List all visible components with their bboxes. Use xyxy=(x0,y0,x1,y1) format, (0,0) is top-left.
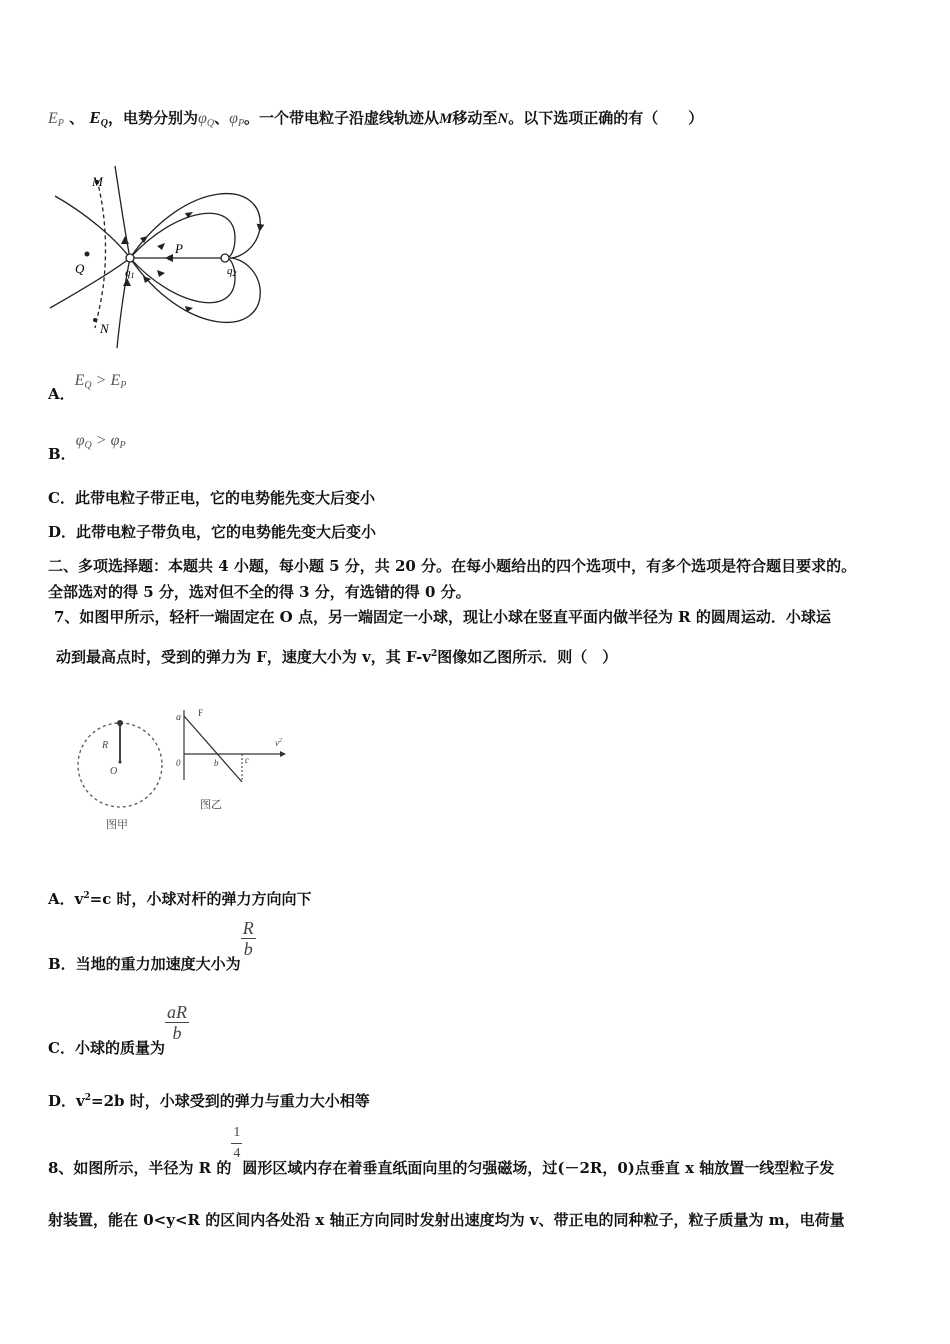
q6-stem: $E_P$ 、 $E_Q$，电势分别为$\varphi_Q$、$\varphi_P$。一个带电粒子沿虚线轨迹从M移动至N。以下选项正确的有（ ） xyxy=(48,108,704,129)
label-m: M xyxy=(92,174,103,189)
svg-text:图甲: 图甲 xyxy=(106,819,128,831)
q1-charge xyxy=(126,254,134,262)
svg-text:O: O xyxy=(110,766,118,777)
svg-text:a: a xyxy=(176,712,181,723)
q6-option-d[interactable]: D．此带电粒子带负电，它的电势能先变大后变小 xyxy=(48,523,377,541)
svg-text:F: F xyxy=(198,708,204,718)
ar-over-b-fraction: $\frac{aR}{b}$ xyxy=(166,1002,187,1043)
label-q2: q2 xyxy=(227,265,237,278)
q7-option-c[interactable]: C．小球的质量为 $\frac{aR}{b}$ xyxy=(48,1002,187,1057)
point-n xyxy=(93,318,97,322)
ball xyxy=(117,720,123,726)
ep-symbol: $E_P$ xyxy=(48,110,64,129)
r-over-b-fraction: $\frac{R}{b}$ xyxy=(242,918,254,959)
svg-text:0: 0 xyxy=(176,758,181,768)
quarter-fraction: $\frac{1}{4}$ xyxy=(233,1125,241,1161)
figure-jia xyxy=(72,710,182,840)
phip-symbol: $\varphi_P$ xyxy=(229,110,245,129)
phiq-symbol: $\varphi_Q$ xyxy=(197,110,215,129)
label-p: P xyxy=(175,241,183,256)
section2-line2: 全部选对的得 5 分，选对但不全的得 3 分，有选错的得 0 分。 xyxy=(48,583,471,601)
q8-stem-line2: 射装置，能在 0<y<R 的区间内各处沿 x 轴正方向同时发射出速度均为 v、带正电的同种粒子，粒子质量为 m，电荷量 xyxy=(48,1211,845,1229)
svg-text:v2: $v^2$ xyxy=(275,738,282,748)
field-lines-figure xyxy=(45,158,285,358)
label-q: Q xyxy=(75,261,85,276)
svg-text:图乙: 图乙 xyxy=(200,799,222,811)
label-n: N xyxy=(100,321,109,336)
q8-stem-line1: 8、如图所示，半径为 R 的 $\frac{1}{4}$ 圆形区域内存在着垂直纸面向里的匀强磁场，过(－2R，0)点垂直 x 轴放置一线型粒子发 xyxy=(48,1125,835,1177)
svg-text:R: R xyxy=(102,740,109,751)
q7-stem-line2: 动到最高点时，受到的弹力为 F，速度大小为 v，其 $F-v^2$图像如乙图所示．则（ ） xyxy=(56,648,618,666)
q6-option-c[interactable]: C．此带电粒子带正电，它的电势能先变大后变小 xyxy=(48,489,375,507)
q7-option-b[interactable]: B．当地的重力加速度大小为 $\frac{R}{b}$ xyxy=(48,918,254,973)
section2-line1: 二、多项选择题：本题共 4 小题，每小题 5 分，共 20 分。在每小题给出的四个选项中，有多个选项是符合题目要求的。 xyxy=(48,557,857,575)
q7-option-a[interactable]: A．$v^2=c$ 时，小球对杆的弹力方向向下 xyxy=(48,890,312,908)
figure-yi-graph xyxy=(172,702,292,822)
point-q xyxy=(85,252,90,257)
label-q1: q1 xyxy=(125,267,135,280)
point-p xyxy=(168,256,173,261)
q7-stem-line1: 7、如图甲所示，轻杆一端固定在 O 点，另一端固定一小球，现让小球在竖直平面内做半径为 R 的圆周运动．小球运 xyxy=(54,608,831,626)
q2-charge xyxy=(221,254,229,262)
svg-text:b: b xyxy=(214,758,219,768)
svg-text:c: c xyxy=(245,755,249,765)
q7-option-d[interactable]: D．$v^2=2b$ 时，小球受到的弹力与重力大小相等 xyxy=(48,1092,370,1110)
q6-option-a[interactable]: A．$E_Q > E_P$ xyxy=(48,372,127,403)
q6-option-b[interactable]: B．$\varphi_Q > \varphi_P$ xyxy=(48,432,126,463)
eq-symbol: $E_Q$ xyxy=(89,108,108,129)
f-v2-line xyxy=(184,716,242,782)
